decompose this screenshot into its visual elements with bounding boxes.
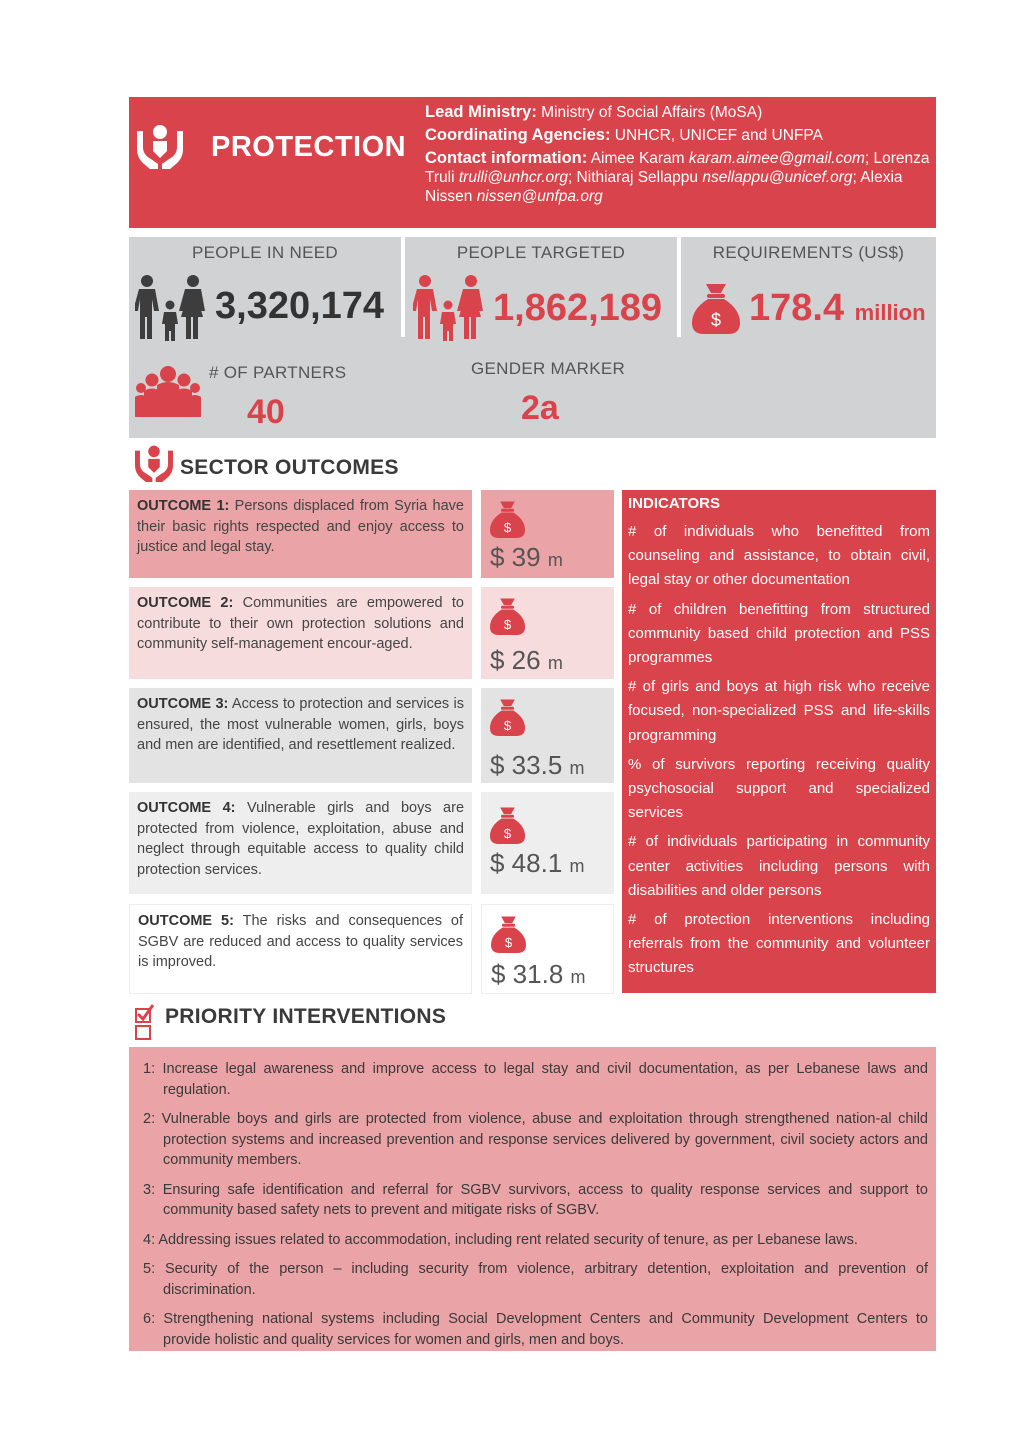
outcome-amount: [490, 848, 585, 879]
indicator-item: # of individuals who benefitted from counseling and assistance, to obtain civil, legal stay or other documentation: [628, 523, 930, 589]
contact-name: ; Alexia Nissen: [425, 169, 903, 205]
amount-unit: m: [547, 653, 563, 673]
gender-marker-value: 2a: [521, 389, 559, 427]
money-bag-icon: [490, 597, 525, 635]
outcome-amount: [491, 959, 586, 990]
amount-value: $ 48.1: [490, 848, 563, 878]
indicator-item: # of protection interventions including referrals from the community and volunteer structures: [628, 911, 930, 977]
lead-ministry-label: Lead Ministry:: [425, 103, 537, 121]
outcome-amount: [490, 750, 585, 781]
family-icon: [413, 275, 483, 341]
outcome-2-budget: [481, 587, 614, 679]
partners-value: 40: [247, 393, 285, 431]
checkbox-list-icon: [134, 1003, 154, 1043]
coordinating-agencies-label: Coordinating Agencies:: [425, 126, 611, 144]
sector-outcomes-title: SECTOR OUTCOMES: [180, 456, 399, 479]
outcome-description: The risks and consequences of SGBV are reduced and access to quality services is improved.: [138, 913, 464, 970]
svg-text:$: $: [503, 826, 512, 842]
money-bag-icon: [490, 698, 525, 736]
protection-hands-icon: [133, 444, 175, 482]
gender-marker-label: GENDER MARKER: [471, 359, 626, 378]
money-bag-icon: [491, 915, 526, 953]
outcome-1-budget: [481, 490, 614, 578]
outcome-amount: [490, 645, 563, 676]
outcome-5-budget: [481, 904, 614, 994]
amount-value: $ 33.5: [490, 750, 563, 780]
svg-text:$: $: [503, 617, 512, 633]
amount-value: $ 31.8: [491, 959, 564, 989]
contact-name: ; Lorenza Truli: [425, 150, 930, 186]
amount-unit: m: [547, 550, 563, 570]
money-bag-icon: [692, 282, 740, 334]
lead-ministry-row: [425, 103, 930, 122]
priority-item: 4: Addressing issues related to accommodation, including rent related security of tenure, as per Lebanese laws.: [143, 1231, 858, 1248]
requirements-value-group: [749, 287, 926, 330]
money-bag-icon: [490, 500, 525, 538]
people-targeted-label: PEOPLE TARGETED: [456, 243, 626, 262]
priority-item: 3: Ensuring safe identification and referral for SGBV survivors, access to quality response services and support to community based safety nets to prevent and mitigate risks of SGBV.: [143, 1181, 928, 1218]
outcome-description: Communities are empowered to contribute to their own protection solutions and community self-management encour-aged.: [137, 595, 465, 652]
indicators-title: INDICATORS: [628, 495, 720, 512]
requirements-cell: [681, 237, 936, 337]
priority-item: 5: Security of the person – including security from violence, arbitrary detention, exploitation and prevention of discrimination.: [143, 1261, 928, 1298]
priority-item: 2: Vulnerable boys and girls are protected from violence, abuse and exploitation through strengthened nation-al child protection systems and increased prevention and response services delivered by government, civil society actors and community members.: [143, 1111, 928, 1168]
money-bag-icon: [490, 806, 525, 844]
outcome-label: OUTCOME 5:: [138, 913, 234, 929]
requirements-label: REQUIREMENTS (US$): [712, 243, 905, 262]
indicators-panel: [622, 490, 936, 993]
outcome-4-budget: [481, 792, 614, 894]
svg-text:$: $: [504, 935, 513, 951]
outcome-label: OUTCOME 4:: [137, 800, 236, 816]
amount-value: $ 26: [490, 645, 541, 675]
contact-email-link[interactable]: nissen@unfpa.org: [476, 188, 603, 205]
outcome-amount: [490, 542, 563, 573]
outcome-description: Vulnerable girls and boys are protected from violence, exploitation, abuse and neglect through equitable access to quality child protection services.: [137, 800, 465, 878]
sector-contact-info: [425, 103, 930, 210]
amount-unit: m: [570, 967, 586, 987]
outcome-1-text: [129, 490, 472, 578]
partners-group-icon: [135, 365, 201, 419]
indicator-item: % of survivors reporting receiving quality psychosocial support and specialized services: [628, 755, 930, 822]
svg-text:$: $: [503, 718, 512, 734]
contact-information-row: [425, 149, 930, 206]
outcome-label: OUTCOME 3:: [137, 696, 229, 712]
svg-text:$: $: [710, 310, 722, 330]
indicator-item: # of individuals participating in community center activities including persons with disabilities and older persons: [628, 833, 930, 899]
contact-email-link[interactable]: karam.aimee@gmail.com: [688, 150, 865, 167]
svg-text:$: $: [503, 520, 512, 536]
lead-ministry-value: Ministry of Social Affairs (MoSA): [536, 104, 763, 121]
outcome-label: OUTCOME 1:: [137, 498, 230, 514]
requirements-value: 178.4: [749, 287, 845, 329]
outcome-4-text: [129, 792, 472, 894]
amount-unit: m: [569, 856, 585, 876]
contact-information-label: Contact information:: [425, 149, 588, 167]
indicator-item: # of girls and boys at high risk who receive focused, non-specialized PSS and life-skills programming: [628, 678, 930, 744]
priority-item: 1: Increase legal awareness and improve access to legal stay and civil documentation, as per Lebanese laws and regulation.: [143, 1061, 928, 1098]
outcome-3-budget: [481, 688, 614, 783]
priority-item: 6: Strengthening national systems including Social Development Centers and Community Development Centers to provide holistic and quality services for women and girls, men and boys.: [143, 1311, 928, 1348]
coordinating-agencies-value: UNHCR, UNICEF and UNFPA: [610, 127, 823, 144]
key-figures-panel: [129, 237, 936, 438]
outcome-5-text: [129, 904, 472, 994]
priority-interventions-list: [129, 1047, 936, 1351]
contact-name: Aimee Karam: [587, 150, 689, 167]
partners-label: # OF PARTNERS: [209, 363, 347, 382]
people-targeted-value: 1,862,189: [493, 287, 663, 329]
amount-unit: m: [569, 758, 585, 778]
outcome-2-text: [129, 587, 472, 679]
people-in-need-cell: [129, 237, 401, 337]
contact-email-link[interactable]: trulli@unhcr.org: [458, 169, 568, 186]
amount-value: $ 39: [490, 542, 541, 572]
outcome-3-text: [129, 688, 472, 783]
outcome-description: Persons displaced from Syria have their basic rights respected and enjoy access to justice and legal stay.: [137, 498, 464, 555]
requirements-unit: million: [854, 300, 926, 325]
outcome-description: Access to protection and services is ensured, the most vulnerable women, girls, boys and men are identified, and resettlement realized.: [137, 696, 464, 753]
sector-header: [129, 97, 936, 228]
protection-hands-icon: [135, 123, 185, 169]
indicator-item: # of children benefitting from structured community based child protection and PSS programmes: [628, 600, 930, 667]
contact-name: ; Nithiaraj Sellappu: [567, 169, 703, 186]
family-icon: [135, 275, 205, 341]
people-in-need-label: PEOPLE IN NEED: [192, 243, 338, 262]
people-targeted-cell: [405, 237, 677, 337]
sector-title: PROTECTION: [211, 131, 407, 163]
contact-email-link[interactable]: nsellappu@unicef.org: [702, 169, 853, 186]
coordinating-agencies-row: [425, 126, 930, 145]
people-in-need-value: 3,320,174: [215, 285, 385, 327]
outcome-label: OUTCOME 2:: [137, 595, 234, 611]
priority-interventions-title: PRIORITY INTERVENTIONS: [165, 1005, 447, 1028]
